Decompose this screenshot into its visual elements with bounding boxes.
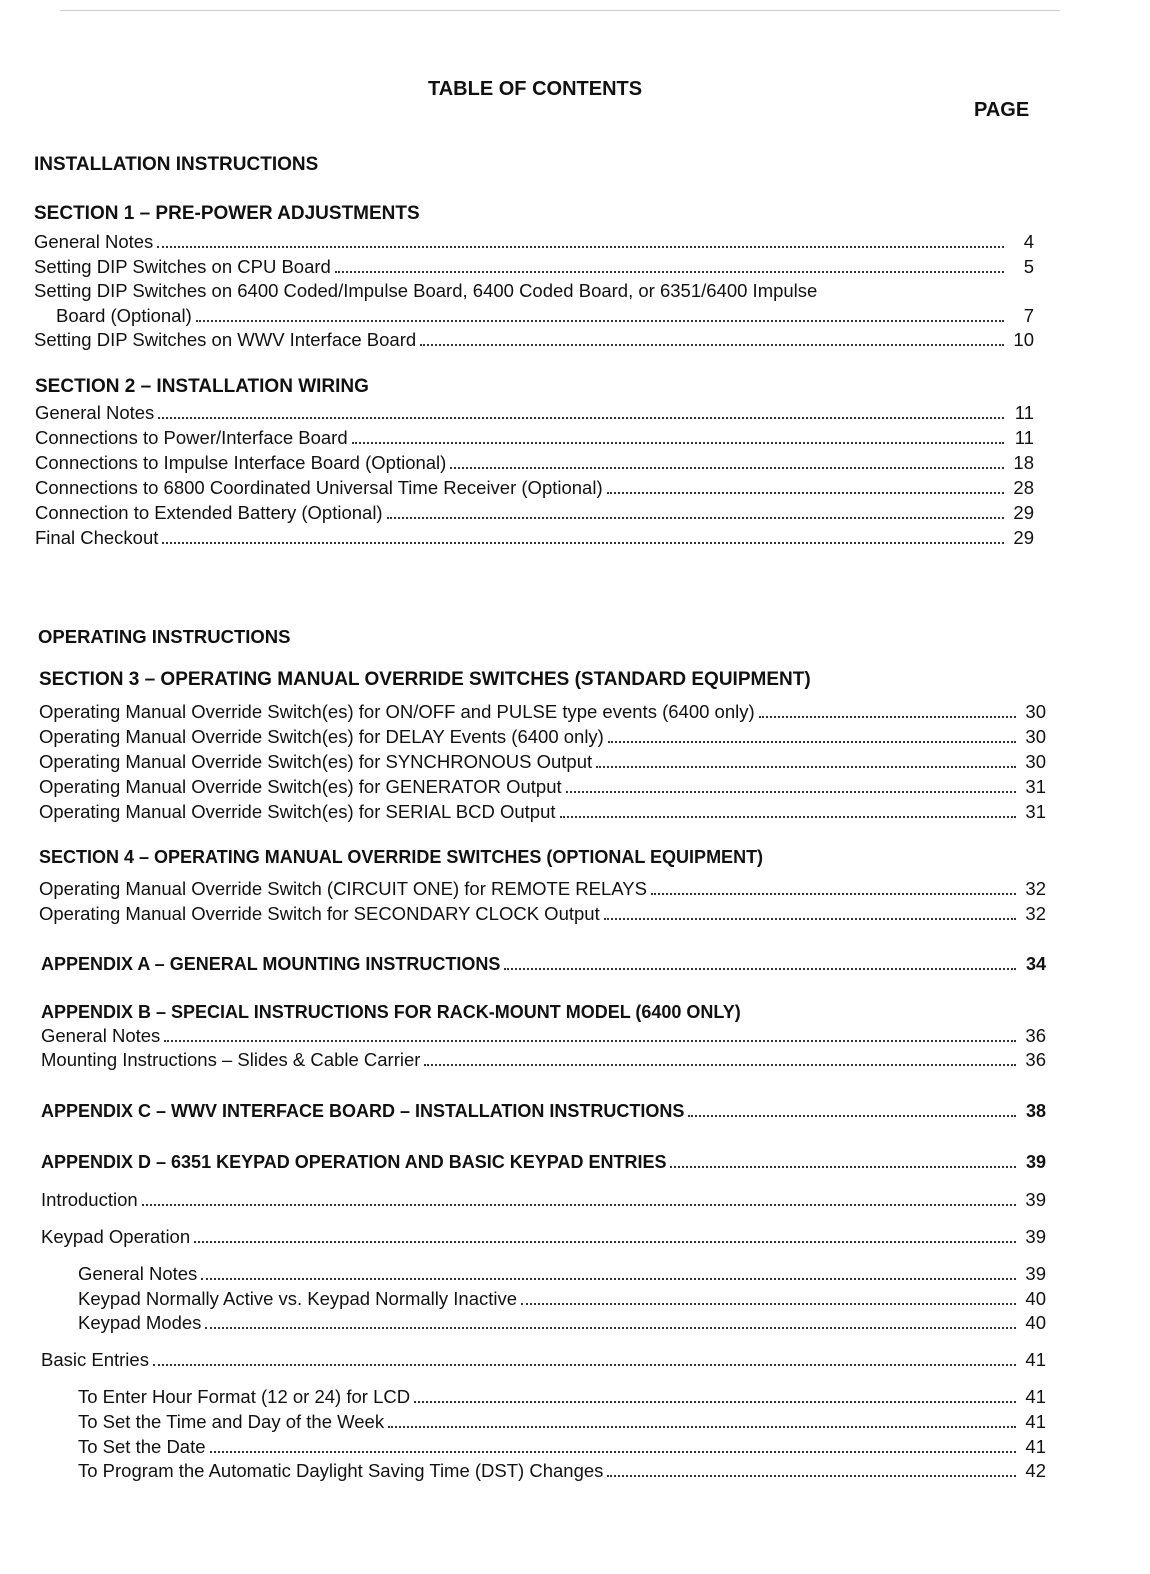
toc-entry-page: 41 bbox=[1025, 1386, 1046, 1407]
toc-entry-page: 28 bbox=[1013, 477, 1034, 498]
toc-entry-label: Connections to Power/Interface Board bbox=[35, 427, 348, 448]
toc-entry[interactable] bbox=[35, 475, 1034, 499]
toc-entry-label: Operating Manual Override Switch(es) for ON/OFF and PULSE type events (6400 only) bbox=[39, 701, 755, 722]
leader-dots bbox=[162, 542, 1004, 544]
leader-dots bbox=[194, 1241, 1016, 1243]
toc-entry-page: 30 bbox=[1025, 726, 1046, 747]
toc-entry-page: 30 bbox=[1025, 701, 1046, 722]
toc-entry[interactable] bbox=[78, 1384, 1046, 1408]
toc-entry-label: Operating Manual Override Switch for SECONDARY CLOCK Output bbox=[39, 903, 600, 924]
toc-entry-page: 39 bbox=[1025, 1226, 1046, 1247]
toc-entry-page: 29 bbox=[1013, 527, 1034, 548]
toc-entry[interactable] bbox=[34, 254, 1034, 278]
leader-dots bbox=[164, 1040, 1016, 1042]
leader-dots bbox=[688, 1115, 1016, 1117]
toc-entry-appendix-a[interactable] bbox=[41, 951, 1046, 975]
toc-entry-label: Keypad Operation bbox=[41, 1226, 191, 1247]
toc-entry[interactable] bbox=[78, 1458, 1046, 1482]
leader-dots bbox=[560, 816, 1017, 818]
leader-dots bbox=[759, 716, 1016, 718]
toc-entry-page: 39 bbox=[1025, 1189, 1046, 1210]
installation-heading: INSTALLATION INSTRUCTIONS bbox=[34, 154, 319, 175]
toc-entry-page: 31 bbox=[1025, 776, 1046, 797]
toc-entry-label: APPENDIX D – 6351 KEYPAD OPERATION AND BASIC KEYPAD ENTRIES bbox=[41, 1152, 667, 1172]
leader-dots bbox=[607, 492, 1004, 494]
toc-entry-label: Setting DIP Switches on 6400 Coded/Impulse Board, 6400 Coded Board, or 6351/6400 Impulse bbox=[34, 280, 818, 301]
toc-entry[interactable] bbox=[78, 1261, 1046, 1285]
toc-entry-page: 42 bbox=[1025, 1460, 1046, 1481]
toc-entry[interactable] bbox=[39, 774, 1046, 798]
leader-dots bbox=[607, 1475, 1016, 1477]
toc-entry[interactable] bbox=[39, 724, 1046, 748]
leader-dots bbox=[651, 893, 1016, 895]
toc-entry-label: Operating Manual Override Switch(es) for SYNCHRONOUS Output bbox=[39, 751, 593, 772]
toc-entry-page: 36 bbox=[1025, 1025, 1046, 1046]
toc-entry-label: General Notes bbox=[41, 1025, 161, 1046]
toc-entry[interactable] bbox=[35, 525, 1034, 549]
toc-entry[interactable] bbox=[34, 229, 1034, 253]
toc-entry-page: 32 bbox=[1025, 903, 1046, 924]
leader-dots bbox=[388, 1426, 1016, 1428]
toc-entry-page: 11 bbox=[1014, 427, 1034, 448]
toc-entry-label: Keypad Normally Active vs. Keypad Normally Inactive bbox=[78, 1288, 518, 1309]
leader-dots bbox=[504, 968, 1016, 970]
leader-dots bbox=[604, 918, 1016, 920]
toc-entry-label: To Set the Time and Day of the Week bbox=[78, 1411, 385, 1432]
leader-dots bbox=[450, 467, 1004, 469]
leader-dots bbox=[670, 1166, 1016, 1168]
toc-entry[interactable] bbox=[41, 1023, 1046, 1047]
leader-dots bbox=[142, 1204, 1016, 1206]
toc-entry[interactable] bbox=[41, 1187, 1046, 1211]
toc-entry-label: Connections to 6800 Coordinated Universal Time Receiver (Optional) bbox=[35, 477, 603, 498]
toc-entry-page: 40 bbox=[1025, 1288, 1046, 1309]
toc-entry-label: Operating Manual Override Switch(es) for SERIAL BCD Output bbox=[39, 801, 556, 822]
leader-dots bbox=[521, 1303, 1016, 1305]
leader-dots bbox=[424, 1064, 1016, 1066]
toc-entry-appendix-d[interactable] bbox=[41, 1149, 1046, 1173]
toc-entry-label: Board (Optional) bbox=[56, 305, 192, 326]
toc-entry-page: 34 bbox=[1025, 954, 1046, 974]
toc-entry-page: 39 bbox=[1025, 1152, 1046, 1172]
toc-entry-label: Operating Manual Override Switch(es) for DELAY Events (6400 only) bbox=[39, 726, 604, 747]
toc-entry-page: 41 bbox=[1025, 1411, 1046, 1432]
toc-entry[interactable] bbox=[39, 799, 1046, 823]
toc-entry-label: Basic Entries bbox=[41, 1349, 149, 1370]
leader-dots bbox=[420, 344, 1004, 346]
toc-entry-label: Setting DIP Switches on WWV Interface Board bbox=[34, 329, 417, 350]
toc-entry-page: 32 bbox=[1025, 878, 1046, 899]
appendix-b-heading: APPENDIX B – SPECIAL INSTRUCTIONS FOR RACK-MOUNT MODEL (6400 ONLY) bbox=[41, 1002, 741, 1022]
leader-dots bbox=[158, 417, 1004, 419]
toc-entry-page: 18 bbox=[1013, 452, 1034, 473]
toc-entry[interactable] bbox=[39, 901, 1046, 925]
toc-entry[interactable] bbox=[39, 876, 1046, 900]
leader-dots bbox=[157, 246, 1004, 248]
leader-dots bbox=[566, 791, 1016, 793]
section2-heading: SECTION 2 – INSTALLATION WIRING bbox=[35, 376, 369, 397]
leader-dots bbox=[153, 1364, 1016, 1366]
toc-entry-label: Connection to Extended Battery (Optional) bbox=[35, 502, 383, 523]
toc-entry[interactable] bbox=[78, 1409, 1046, 1433]
toc-entry-label: To Enter Hour Format (12 or 24) for LCD bbox=[78, 1386, 411, 1407]
toc-entry[interactable] bbox=[34, 327, 1034, 351]
toc-entry[interactable] bbox=[78, 1434, 1046, 1458]
toc-entry-label: Introduction bbox=[41, 1189, 138, 1210]
toc-entry[interactable] bbox=[78, 1310, 1046, 1334]
scan-artifact bbox=[60, 10, 1060, 11]
page-title: TABLE OF CONTENTS bbox=[428, 78, 643, 100]
section4-heading: SECTION 4 – OPERATING MANUAL OVERRIDE SWITCHES (OPTIONAL EQUIPMENT) bbox=[39, 847, 764, 867]
toc-entry-label: To Program the Automatic Daylight Saving Time (DST) Changes bbox=[78, 1460, 604, 1481]
toc-entry[interactable] bbox=[56, 303, 1034, 327]
leader-dots bbox=[205, 1327, 1016, 1329]
toc-entry-page: 40 bbox=[1025, 1312, 1046, 1333]
toc-entry-appendix-c[interactable] bbox=[41, 1098, 1046, 1122]
toc-entry-label: Keypad Modes bbox=[78, 1312, 202, 1333]
operating-heading: OPERATING INSTRUCTIONS bbox=[38, 626, 291, 647]
toc-entry-page: 41 bbox=[1025, 1349, 1046, 1370]
toc-entry-page: 36 bbox=[1025, 1049, 1046, 1070]
toc-entry[interactable] bbox=[39, 699, 1046, 723]
toc-entry-page: 41 bbox=[1025, 1436, 1046, 1457]
leader-dots bbox=[414, 1401, 1016, 1403]
toc-entry[interactable] bbox=[78, 1286, 1046, 1310]
toc-entry-page: 38 bbox=[1025, 1101, 1046, 1121]
toc-entry-label: Setting DIP Switches on CPU Board bbox=[34, 256, 331, 277]
leader-dots bbox=[210, 1451, 1016, 1453]
toc-entry-label: Final Checkout bbox=[35, 527, 159, 548]
leader-dots bbox=[596, 766, 1016, 768]
toc-entry-label: APPENDIX A – GENERAL MOUNTING INSTRUCTIONS bbox=[41, 954, 501, 974]
toc-entry[interactable] bbox=[39, 749, 1046, 773]
toc-entry-label: General Notes bbox=[35, 402, 155, 423]
toc-entry-label: Connections to Impulse Interface Board (Optional) bbox=[35, 452, 447, 473]
toc-entry-page: 11 bbox=[1014, 402, 1034, 423]
toc-entry[interactable] bbox=[41, 1047, 1046, 1071]
toc-entry[interactable] bbox=[35, 400, 1034, 424]
page-column-header: PAGE bbox=[974, 99, 1030, 121]
toc-entry-page: 30 bbox=[1025, 751, 1046, 772]
toc-entry-page: 5 bbox=[1023, 256, 1034, 277]
toc-entry-page: 39 bbox=[1025, 1263, 1046, 1284]
toc-entry-label: General Notes bbox=[78, 1263, 198, 1284]
toc-entry-label: Mounting Instructions – Slides & Cable Carrier bbox=[41, 1049, 421, 1070]
toc-entry-page: 10 bbox=[1013, 329, 1034, 350]
toc-entry-label: APPENDIX C – WWV INTERFACE BOARD – INSTALLATION INSTRUCTIONS bbox=[41, 1101, 685, 1121]
toc-entry-label: Operating Manual Override Switch(es) for GENERATOR Output bbox=[39, 776, 562, 797]
toc-entry-page: 31 bbox=[1025, 801, 1046, 822]
toc-entry-label: General Notes bbox=[34, 231, 154, 252]
toc-entry[interactable] bbox=[35, 425, 1034, 449]
toc-entry[interactable] bbox=[34, 278, 1034, 302]
leader-dots bbox=[335, 271, 1004, 273]
leader-dots bbox=[608, 741, 1016, 743]
leader-dots bbox=[201, 1278, 1016, 1280]
toc-entry[interactable] bbox=[41, 1347, 1046, 1371]
toc-entry-page: 7 bbox=[1023, 305, 1034, 326]
toc-entry[interactable] bbox=[35, 450, 1034, 474]
leader-dots bbox=[196, 320, 1004, 322]
toc-entry[interactable] bbox=[35, 500, 1034, 524]
section3-heading: SECTION 3 – OPERATING MANUAL OVERRIDE SWITCHES (STANDARD EQUIPMENT) bbox=[39, 669, 811, 690]
toc-entry-page: 4 bbox=[1023, 231, 1034, 252]
toc-entry-page: 29 bbox=[1013, 502, 1034, 523]
toc-entry-label: To Set the Date bbox=[78, 1436, 206, 1457]
section1-heading: SECTION 1 – PRE-POWER ADJUSTMENTS bbox=[34, 203, 420, 224]
toc-entry[interactable] bbox=[41, 1224, 1046, 1248]
leader-dots bbox=[352, 442, 1004, 444]
leader-dots bbox=[387, 517, 1004, 519]
toc-entry-label: Operating Manual Override Switch (CIRCUIT ONE) for REMOTE RELAYS bbox=[39, 878, 647, 899]
